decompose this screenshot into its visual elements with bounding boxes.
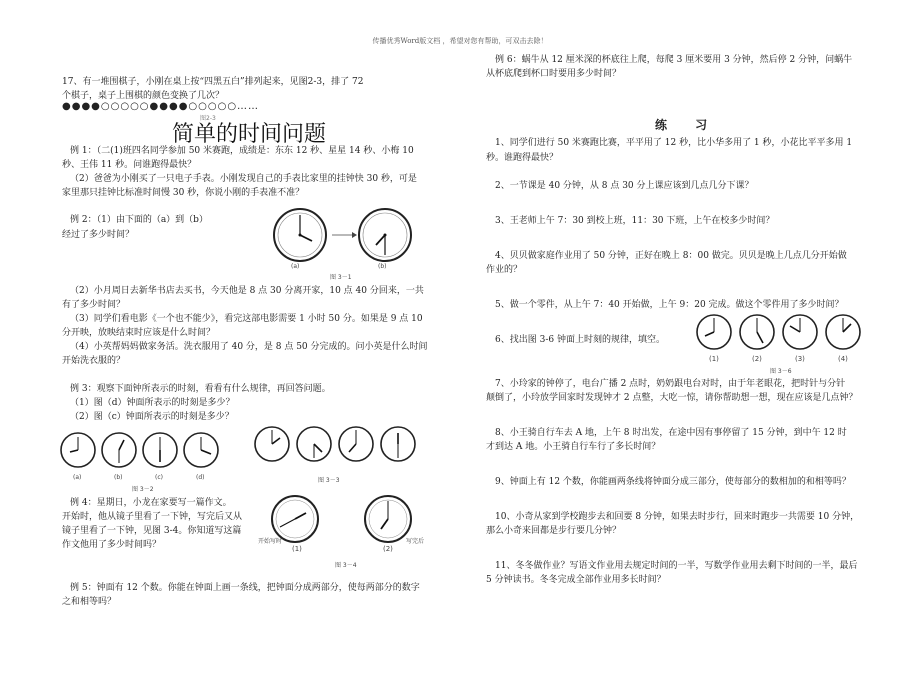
ex2-line8: 开始洗衣服的？ [62, 356, 126, 366]
ex3-line3: （2）图（c）钟面所表示的时刻是多少？ [70, 412, 234, 422]
q17-line2: 个棋子，桌子上围棋的颜色变换了几次？ [62, 91, 225, 101]
page-title: 简单的时间问题 [172, 122, 327, 147]
clock-icon [697, 315, 731, 349]
p3: 3、王老师上午 7：30 到校上班，11：30 下班，上午在校多少时间？ [495, 216, 775, 226]
p4-line1: 4、贝贝做家庭作业用了 50 分钟，正好在晚上 8：00 做完。贝贝是晚上几点几分开始做 [495, 251, 847, 261]
clock-icon [740, 315, 774, 349]
ex5-line2: 之和相等吗？ [62, 597, 117, 607]
p7-line1: 7、小玲家的钟停了，电台广播 2 点时，奶奶跟电台对时，由于年老眼花，把时针与分针 [495, 379, 846, 389]
p9: 9、钟面上有 12 个数，你能画两条线将钟面分成三部分，使每部分的数相加的和相等吗？ [495, 477, 851, 487]
p10-line1: 10、小奇从家到学校跑步去和回要 8 分钟，如果去时步行，回来时跑步一共需要 10 分钟， [495, 512, 860, 522]
ex2-line1: 例 2：（1）由下面的（a）到（b） [70, 215, 208, 225]
fig34-caption: 图 3－4 [335, 562, 357, 569]
fig33-caption: 图 3－3 [318, 477, 340, 484]
p8-line2: 才到达 A 地。小王骑自行车行了多长时间？ [486, 442, 661, 452]
clock-icon [339, 427, 373, 461]
fig36-caption: 图 3－6 [770, 368, 792, 375]
p4-line2: 作业的？ [486, 265, 523, 275]
fig34-end-label: 写完后 [406, 538, 425, 545]
ex6-line2: 从杯底爬到杯口时要用多少时间？ [486, 69, 622, 79]
ex1-line2: 秒、王伟 11 秒。问谁跑得最快？ [62, 160, 197, 170]
fig36-label-3: (3) [795, 355, 805, 363]
clock-icon [783, 315, 817, 349]
ex2-line6: 分开映，放映结束时应该是什么时间？ [62, 328, 216, 338]
p1-line2: 秒。谁跑得最快？ [486, 153, 559, 163]
go-stone-pattern: ●●●●○○○○○●●●●○○○○○…… [62, 101, 260, 112]
ex2-line4: 有了多少时间？ [62, 300, 126, 310]
figure-3-6 [694, 312, 866, 356]
fig34-start-label: 开始写时 [258, 538, 283, 545]
ex1-line3: （2）爸爸为小刚买了一只电子手表。小刚发现自己的手表比家里的挂钟快 30 秒，可是 [70, 174, 417, 184]
ex2-line5: （3）同学们看电影《一个也不能少》，看完这部电影需要 1 小时 50 分。如果是 9 点 10 [70, 314, 423, 324]
clock-a-icon [274, 209, 326, 261]
p8-line1: 8、小王骑自行车去 A 地，上午 8 时出发，在途中因有事停留了 15 分钟，到中午 12 时 [495, 428, 847, 438]
p2: 2、一节课是 40 分钟，从 8 点 30 分上课应该到几点几分下课？ [495, 181, 754, 191]
q17-line1: 17、有一堆围棋子，小刚在桌上按“四黑五白”排列起来，见图2-3，排了 72 [62, 77, 364, 87]
p11-line1: 11、冬冬做作业？写语文作业用去规定时间的一半，写数学作业用去剩下时间的一半，最后 [495, 561, 858, 571]
figure-3-3 [252, 424, 422, 468]
figure-3-2 [58, 430, 226, 474]
fig31-label-a: (a) [291, 263, 300, 270]
ex1-line4: 家里那只挂钟比标准时间慢 30 秒，你说小刚的手表准不准？ [62, 188, 305, 198]
fig36-label-1: (1) [709, 355, 719, 363]
ex4-line2: 开始时，他从镜子里看了一下钟，写完后又从 [62, 512, 243, 522]
fig32-label-b: (b) [114, 474, 123, 481]
ex6-line1: 例 6：蜗牛从 12 厘米深的杯底往上爬，每爬 3 厘米要用 3 分钟，然后停 2 分钟，问蜗牛 [495, 55, 853, 65]
ex5-line1: 例 5：钟面有 12 个数。你能在钟面上画一条线，把钟面分成两部分，使每两部分的数字 [70, 583, 420, 593]
clock-icon [61, 433, 95, 467]
p7-line2: 颠倒了，小玲放学回家时发现钟才 2 点整，大吃一惊，请你帮助想一想，现在应该是几点钟？ [486, 393, 858, 403]
p10-line2: 那么小奇来回都是步行要几分钟？ [486, 526, 622, 536]
clock-icon [297, 427, 331, 461]
clock-icon [381, 427, 415, 461]
fig31-caption: 图 3－1 [330, 274, 352, 281]
figure-stamp: 图2-3 [200, 115, 216, 122]
fig32-label-d: (d) [196, 474, 205, 481]
ex1-line1: 例 1：（二(1)班四名同学参加 50 米赛跑，成绩是：东东 12 秒、星星 14 秒、小梅 10 [70, 146, 414, 156]
fig32-label-c: (c) [155, 474, 163, 481]
fig31-label-b: (b) [378, 263, 387, 270]
clock-icon [255, 427, 289, 461]
fig32-label-a: (a) [73, 474, 82, 481]
fig34-label-1: (1) [292, 545, 302, 553]
clock-icon [143, 433, 177, 467]
mirrored-clock-end-icon [365, 496, 411, 542]
ex4-line4: 作文他用了多少时间吗？ [62, 540, 162, 550]
practice-heading: 练 习 [655, 118, 720, 132]
header-note: 传播优秀Word版文档 ，希望对您有帮助，可双击去除！ [372, 37, 548, 45]
fig32-caption: 图 3－2 [132, 486, 154, 493]
ex2-line2: 经过了多少时间？ [62, 230, 135, 240]
p11-line2: 5 分钟读书。冬冬完成全部作业用多长时间？ [486, 575, 666, 585]
ex4-line3: 镜子里看了一下钟，见图 3-4。你知道写这篇 [62, 526, 242, 536]
clock-b-icon [359, 209, 411, 261]
ex4-line1: 例 4：星期日，小龙在家要写一篇作文。 [70, 498, 232, 508]
clock-icon [102, 433, 136, 467]
clock-icon [184, 433, 218, 467]
p1-line1: 1、同学们进行 50 米赛跑比赛，平平用了 12 秒，比小华多用了 1 秒，小花比平平多用 1 [495, 138, 853, 148]
ex3-line1: 例 3：观察下面钟所表示的时刻，看看有什么规律，再回答问题。 [70, 384, 331, 394]
p6: 6、找出图 3-6 钟面上时刻的规律，填空。 [495, 335, 665, 345]
fig36-label-2: (2) [752, 355, 762, 363]
p5: 5、做一个零件，从上午 7：40 开始做，上午 9：20 完成。做这个零件用了多少时间？ [495, 300, 844, 310]
clock-icon [826, 315, 860, 349]
ex2-line7: （4）小英帮妈妈做家务活。洗衣服用了 40 分，是 8 点 50 分完成的。问小英是什么时间 [70, 342, 428, 352]
ex3-line2: （1）图（d）钟面所表示的时刻是多少？ [70, 398, 235, 408]
fig34-label-2: (2) [383, 545, 393, 553]
fig36-label-4: (4) [838, 355, 848, 363]
ex2-line3: （2）小月周日去新华书店去买书，今天他是 8 点 30 分离开家，10 点 40 分回来，一共 [70, 286, 424, 296]
